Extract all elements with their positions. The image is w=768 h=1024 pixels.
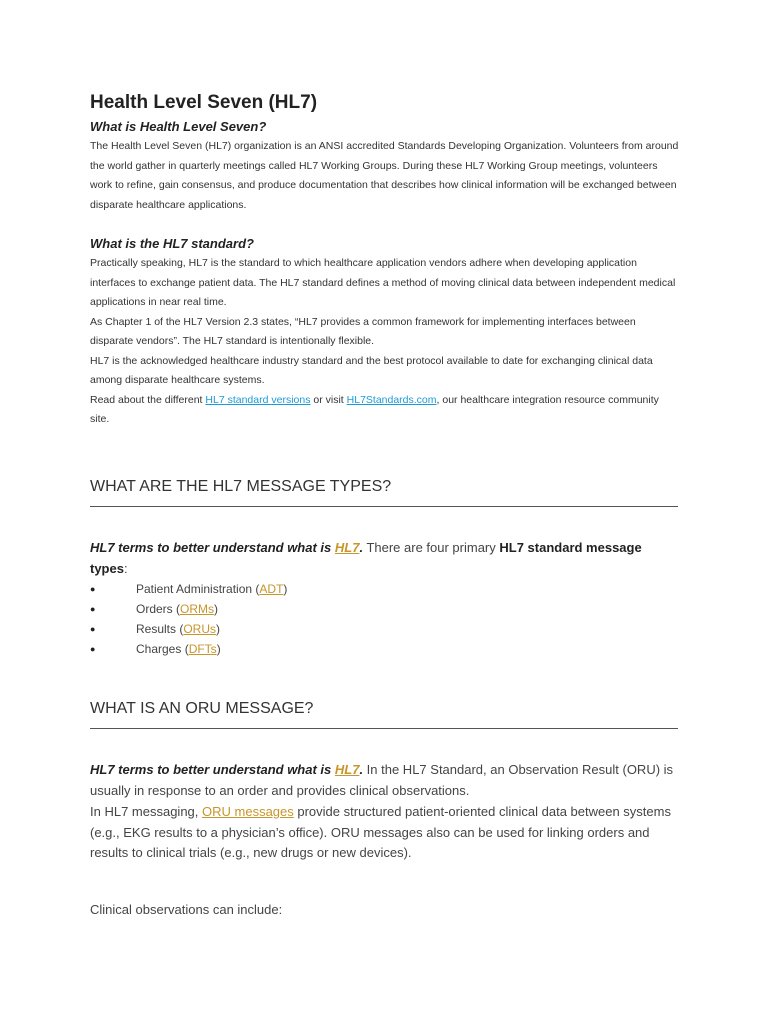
clinical-observations-paragraph: Clinical observations can include: [90,902,283,917]
hl7-link[interactable]: HL7 [334,762,360,777]
list-item [90,639,287,659]
text: , our healthcare integration resource community site. [90,393,659,425]
oru-messages-link[interactable]: ORU messages [202,804,294,819]
paragraph: HL7 is the acknowledged healthcare industry standard and the best protocol available to date for exchanging clinical data among disparate healthcare systems. [90,354,653,386]
text: Read about the different [90,393,206,406]
orus-link[interactable]: ORUs [183,622,217,636]
intro-dot: . [359,540,364,555]
message-types-list [90,579,287,659]
item-label: Results ( [136,622,184,636]
intro-bold-italic: HL7 terms to better understand what is [90,540,335,555]
intro-text: There are four primary [363,540,500,555]
orms-link[interactable]: ORMs [180,602,215,616]
hl7standards-com-link[interactable]: HL7Standards.com [346,393,437,406]
bullet-icon: ● [90,624,96,634]
bullet-icon: ● [90,604,96,614]
intro-text: In the HL7 Standard, an Observation Result (ORU) is usually in response to an order and provides clinical observations. [90,762,674,798]
paragraph [90,391,680,430]
oru-message-heading: WHAT IS AN ORU MESSAGE? [90,700,678,729]
section-hl7-standard-heading: What is the HL7 standard? [90,236,254,251]
intro-bold: HL7 standard message types [90,540,642,576]
list-item [90,599,287,619]
section-what-is-hl7-body: The Health Level Seven (HL7) organization is an ANSI accredited Standards Developing Organization. Volunteers from around the world gather in quarterly meetings called HL7 Working Groups. During these HL7 Working Group meetings, volunteers work to refine, gain consensus, and produce documentation that describes how clinical information will be exchanged between disparate healthcare applications. [90,140,679,211]
paragraph: Practically speaking, HL7 is the standard to which healthcare application vendors adhere when developing application interfaces to exchange patient data. The HL7 standard defines a method of moving clinical data between independent medical applications in near real time. [90,257,676,308]
bullet-icon: ● [90,644,96,654]
message-types-intro [90,538,680,579]
section-what-is-hl7-heading: What is Health Level Seven? [90,119,267,134]
list-item [90,619,287,639]
section-hl7-standard-body [90,254,680,430]
text: or visit [310,393,347,406]
paragraph: As Chapter 1 of the HL7 Version 2.3 states, “HL7 provides a common framework for implementing interfaces between disparate vendors”. The HL7 standard is intentionally flexible. [90,315,636,347]
bullet-icon: ● [90,584,96,594]
oru-messaging-paragraph [90,802,680,864]
page-title: Health Level Seven (HL7) [90,92,318,113]
item-close: ) [216,642,221,656]
item-close: ) [214,602,219,616]
hl7-link[interactable]: HL7 [334,540,360,555]
item-label: Patient Administration ( [136,582,260,596]
list-item [90,579,287,599]
intro-bold-italic: HL7 terms to better understand what is [90,762,335,777]
item-label: Orders ( [136,602,181,616]
intro-dot: . [359,762,364,777]
item-close: ) [283,582,288,596]
item-close: ) [216,622,221,636]
message-types-heading: WHAT ARE THE HL7 MESSAGE TYPES? [90,478,678,507]
text: In HL7 messaging, [90,804,203,819]
item-label: Charges ( [136,642,189,656]
intro-colon: : [123,560,128,576]
oru-intro [90,760,680,801]
adt-link[interactable]: ADT [259,582,284,596]
text: provide structured patient-oriented clinical data between systems (e.g., EKG results to a physician’s office). ORU messages also can be used for linking orders and results to clinical trials (e.g., new drugs or new devices). [90,804,671,860]
dfts-link[interactable]: DFTs [188,642,217,656]
hl7-standard-versions-link[interactable]: HL7 standard versions [205,393,311,406]
